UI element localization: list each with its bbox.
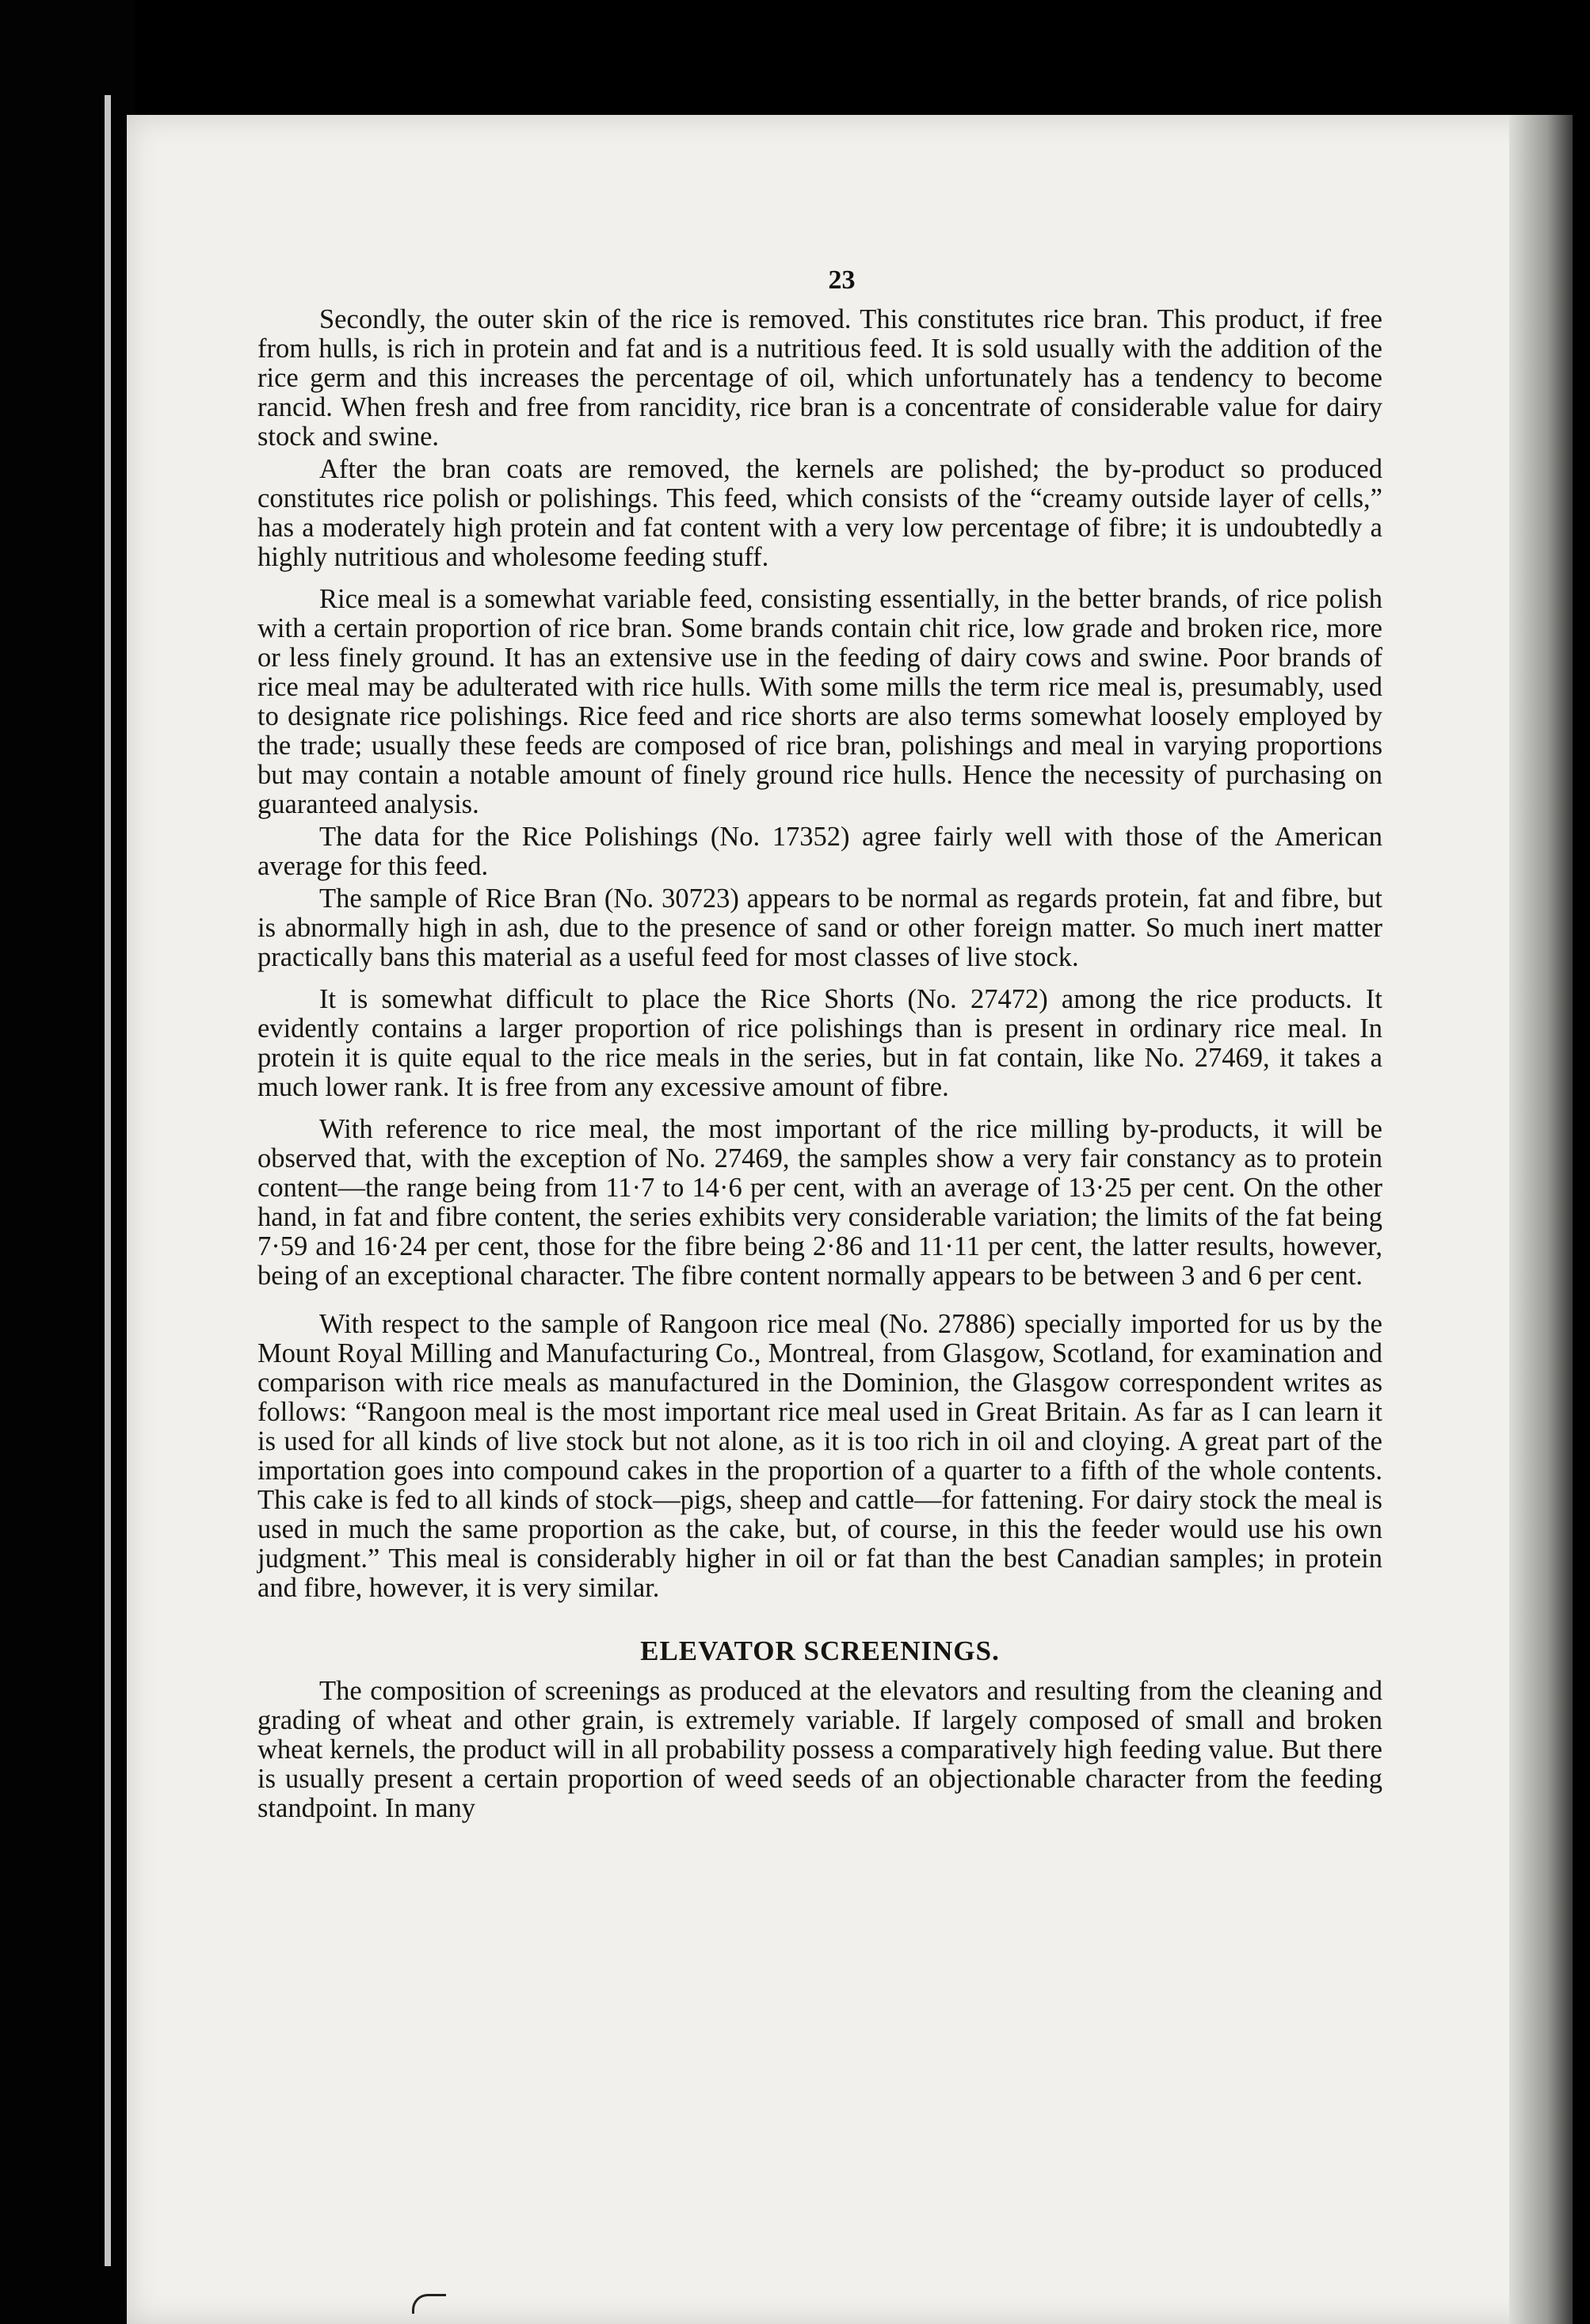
- paragraph-rice-bran-sample: The sample of Rice Bran (No. 30723) appears to be normal as regards protein, fat and fibre, but is abnormally high in ash, due to the presence of sand or other foreign matter. So much inert matter practically bans this material as a useful feed for most classes of live stock.: [257, 883, 1382, 972]
- paragraph-rice-meal: Rice meal is a somewhat variable feed, consisting essentially, in the better brands, of rice polish with a certain proportion of rice bran. Some brands contain chit rice, low grade and broken rice, more or less finely ground. It has an extensive use in the feeding of dairy cows and swine. Poor brands of rice meal may be adulterated with rice hulls. With some mills the term rice meal is, presumably, used to designate rice polishings. Rice feed and rice shorts are also terms somewhat loosely employed by the trade; usually these feeds are composed of rice bran, polishings and meal in varying proportions but may contain a notable amount of finely ground rice hulls. Hence the necessity of purchasing on guaranteed analysis.: [257, 584, 1382, 819]
- paragraph-rice-polishings-data: The data for the Rice Polishings (No. 17352) agree fairly well with those of the American average for this feed.: [257, 822, 1382, 881]
- paragraph-rice-bran: Secondly, the outer skin of the rice is removed. This constitutes rice bran. This product, if free from hulls, is rich in protein and fat and is a nutritious feed. It is sold usually with the addition of the rice germ and this increases the percentage of oil, which unfortunately has a tendency to become rancid. When fresh and free from rancidity, rice bran is a concentrate of considerable value for dairy stock and swine.: [257, 304, 1382, 452]
- paragraph-rice-polish: After the bran coats are removed, the kernels are polished; the by-product so produced constitutes rice polish or polishings. This feed, which consists of the “creamy outside layer of cells,” has a moderately high protein and fat content with a very low percentage of fibre; it is undoubtedly a highly nutritious and wholesome feeding stuff.: [257, 454, 1382, 572]
- page-body: [257, 305, 1382, 1823]
- scan-binding-edge: [105, 95, 111, 2266]
- scan-corner-mark: [412, 2294, 446, 2314]
- paragraph-rangoon-rice-meal: With respect to the sample of Rangoon rice meal (No. 27886) specially imported for us by the Mount Royal Milling and Manufacturing Co., Montreal, from Glasgow, Scotland, for examination and comparison with rice meals as manufactured in the Dominion, the Glasgow correspondent writes as follows: “Rangoon meal is the most important rice meal used in Great Britain. As far as I can learn it is used for all kinds of live stock but not alone, as it is too rich in oil and cloying. A great part of the importation goes into compound cakes in the proportion of a quarter to a fifth of the whole contents. This cake is fed to all kinds of stock—pigs, sheep and cattle—for fattening. For dairy stock the meal is used in much the same proportion as the cake, but, of course, in this the feeder would use his own judgment.” This meal is considerably higher in oil or fat than the best Canadian samples; in protein and fibre, however, it is very similar.: [257, 1309, 1382, 1603]
- paragraph-rice-shorts: It is somewhat difficult to place the Rice Shorts (No. 27472) among the rice products. It evidently contains a larger proportion of rice polishings than is present in ordinary rice meal. In protein it is quite equal to the rice meals in the series, but in fat contain, like No. 27469, it takes a much lower rank. It is free from any excessive amount of fibre.: [257, 984, 1382, 1102]
- paragraph-rice-meal-analysis: With reference to rice meal, the most important of the rice milling by-products, it will be observed that, with the exception of No. 27469, the samples show a very fair constancy as to protein content—the range being from 11·7 to 14·6 per cent, with an average of 13·25 per cent. On the other hand, in fat and fibre content, the series exhibits very considerable variation; the limits of the fat being 7·59 and 16·24 per cent, those for the fibre being 2·86 and 11·11 per cent, the latter results, however, being of an exceptional character. The fibre content normally appears to be between 3 and 6 per cent.: [257, 1114, 1382, 1291]
- page-right-edge: [1509, 115, 1573, 2324]
- scan-left-margin: [0, 0, 135, 2324]
- section-heading: ELEVATOR SCREENINGS.: [640, 1635, 1000, 1666]
- page-number: 23: [828, 265, 856, 295]
- paragraph-elevator-screenings: The composition of screenings as produced at the elevators and resulting from the cleaning and grading of wheat and other grain, is extremely variable. If largely composed of small and broken wheat kernels, the product will in all probability possess a comparatively high feeding value. But there is usually present a certain proportion of weed seeds of an objectionable character from the feeding standpoint. In many: [257, 1676, 1382, 1823]
- document-page: [127, 115, 1557, 2324]
